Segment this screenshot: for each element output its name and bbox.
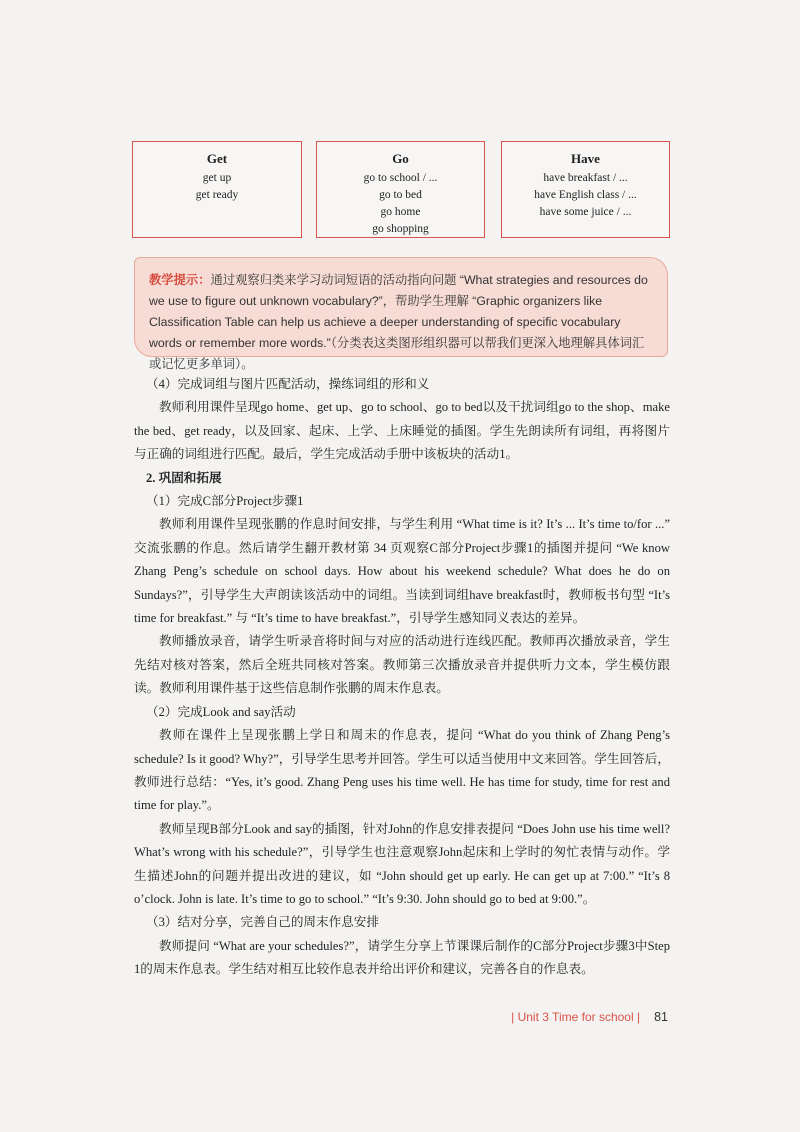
paragraph: 教师提问 “What are your schedules?”，请学生分享上节课课后制作的C部分Project步骤3中Step 1的周末作息表。学生结对相互比较作息表并给出评价和建议，完善各自的作息表。 (134, 938, 670, 977)
classification-table (132, 141, 670, 239)
classification-box-get (132, 141, 302, 238)
body-text (134, 373, 670, 982)
classification-box-go (316, 141, 485, 238)
unit-label: | Unit 3 Time for school | (511, 1010, 641, 1024)
teaching-tip-text: 通过观察归类来学习动词短语的活动指向问题 “What strategies and resources do we use to figure out unknown vocabulary?”，帮助学生理解 “Graphic organizers like Classification Table can help us achieve a deeper understanding of specific vocabulary words or remember more words.”（分类表这类图形组织器可以帮我们更深入地理解具体词汇或记忆更多单词）。 (149, 273, 648, 371)
paragraph: 教师利用课件呈现张鹏的作息时间安排，与学生利用 “What time is it? It’s ... It’s time to/for ...” 交流张鹏的作息。然后请学生翻开教材第 34 页观察C部分Project步骤1的插图并提问 “We know Zhang Peng’s schedule on school days. How about his weekend schedule? What does he do on Sundays?”，引导学生大声朗读该活动中的词组。当读到词组have breakfast时，教师板书句型 “It’s time for breakfast.” 与 “It’s time to have breakfast.”，引导学生感知同义表达的差异。 (134, 517, 670, 626)
box-item: go home (380, 206, 421, 218)
box-title-go: Go (392, 151, 409, 166)
subsection-2-title: （2）完成Look and say活动 (146, 704, 296, 719)
paragraph: 教师呈现B部分Look and say的插图，针对John的作息安排表提问 “Does John use his time well? What’s wrong with his schedule?”，引导学生也注意观察John起床和上学时的匆忙表情与动作。学生描述John的问题并提出改进的建议，如 “John should get up early. He can get up at 7:00.” “It’s 8 o’clock. John is late. It’s time to go to school.” “It’s 9:30. John should go to bed at 9:00.”。 (134, 821, 670, 906)
box-item: get ready (195, 189, 239, 201)
box-title-have: Have (571, 151, 600, 166)
box-item: have some juice / ... (539, 206, 632, 218)
page-footer (511, 1010, 668, 1024)
subsection-3-title: （3）结对分享，完善自己的周末作息安排 (146, 915, 379, 930)
teaching-tip-box (134, 257, 668, 371)
teaching-tip-label: 教学提示： (149, 273, 211, 287)
box-item: go to school / ... (363, 172, 438, 184)
paragraph: 教师在课件上呈现张鹏上学日和周末的作息表，提问 “What do you think of Zhang Peng’s schedule? Is it good? Why?”，引导学生思考并回答。学生可以适当使用中文来回答。学生回答后，教师进行总结：“Yes, it’s good. Zhang Peng uses his time well. He has time for study, time for rest and time for play.”。 (134, 728, 670, 813)
classification-box-have (501, 141, 670, 238)
box-item: get up (202, 172, 232, 184)
section-4-title: （4）完成词组与图片匹配活动，操练词组的形和义 (146, 377, 430, 391)
paragraph: 教师利用课件呈现go home、get up、go to school、go to bed以及干扰词组go to the shop、make the bed、get ready，以及回家、起床、上学、上床睡觉的插图。学生先朗读所有词组，再将图片与正确的词组进行匹配。最后，学生完成活动手册中该板块的活动1。 (134, 400, 670, 462)
box-item: go to bed (379, 189, 422, 201)
section-2-heading: 2. 巩固和拓展 (146, 470, 222, 485)
box-item: have English class / ... (534, 189, 637, 201)
box-title-get: Get (206, 151, 228, 166)
box-item: go shopping (372, 223, 429, 235)
subsection-1-title: （1）完成C部分Project步骤1 (146, 494, 304, 509)
page-number: 81 (654, 1010, 668, 1024)
paragraph: 教师播放录音，请学生听录音将时间与对应的活动进行连线匹配。教师再次播放录音，学生先结对核对答案，然后全班共同核对答案。教师第三次播放录音并提供听力文本，学生模仿跟读。教师利用课件基于这些信息制作张鹏的周末作息表。 (134, 634, 670, 696)
box-item: have breakfast / ... (543, 172, 628, 184)
